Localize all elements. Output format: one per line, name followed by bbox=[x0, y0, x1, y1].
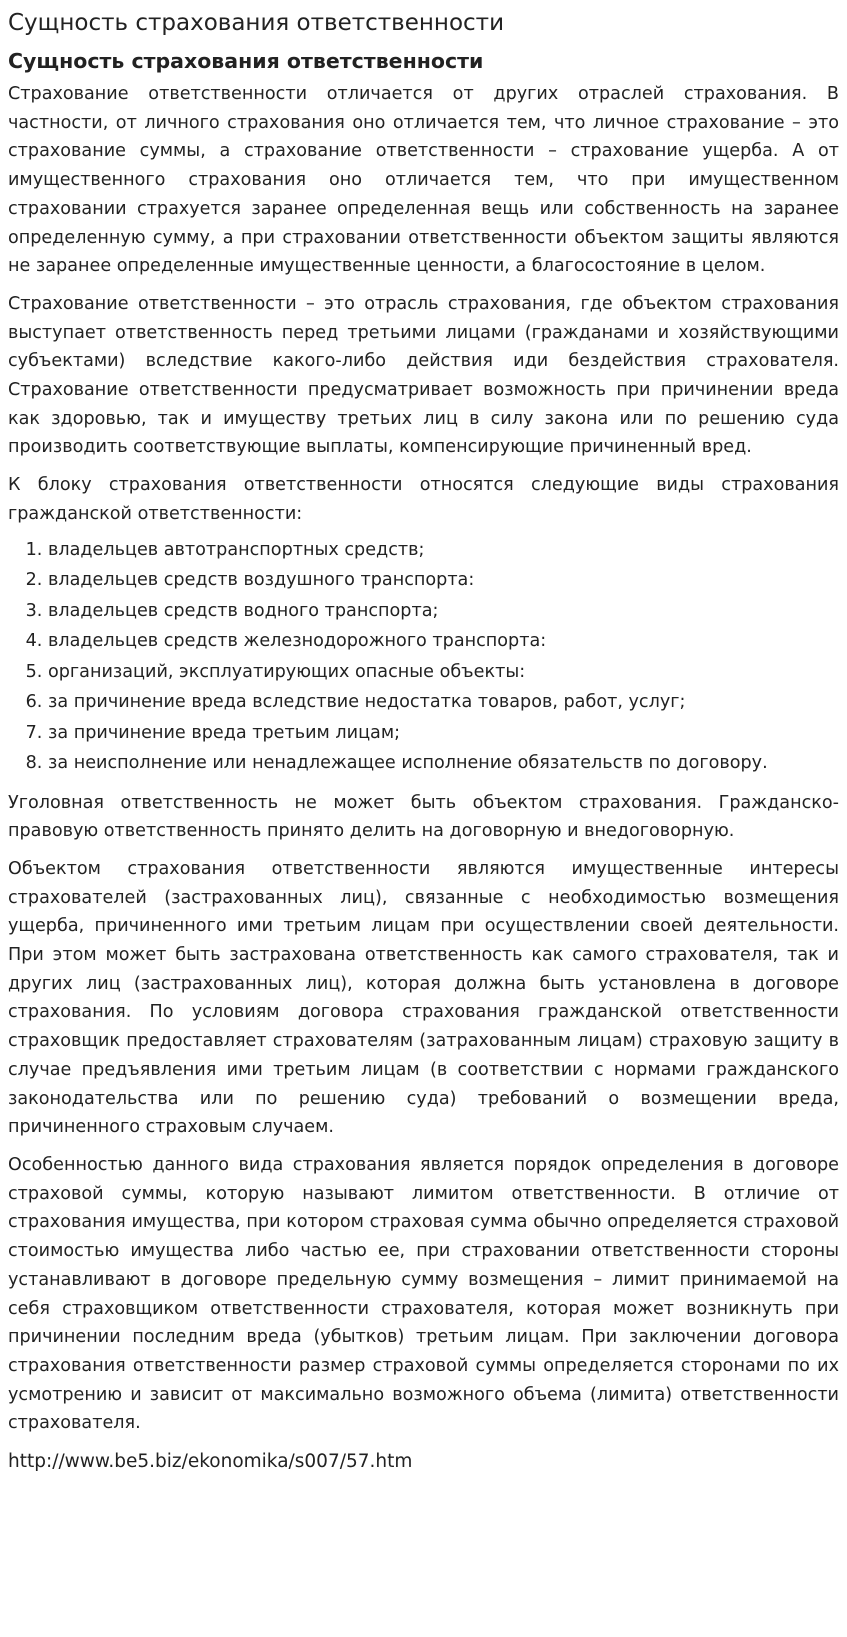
list-item: 8. за неисполнение или ненадлежащее исполнение обязательств по договору. bbox=[48, 748, 839, 779]
paragraph: Страхование ответственности – это отрасль страхования, где объектом страхования выступает ответственность перед третьими лицами (гражданами и хозяйствующими субъектами) вследствие какого-либо действия иди бездействия страхователя. Страхование ответственности предусматривает возможность при причинении вреда как здоровью, так и имуществу третьих лиц в силу закона или по решению суда производить соответствующие выплаты, компенсирующие причиненный вред. bbox=[8, 293, 839, 458]
list-item: 3. владельцев средств водного транспорта; bbox=[48, 596, 839, 627]
insurance-types-list bbox=[8, 535, 839, 779]
list-item: 4. владельцев средств железнодорожного транспорта: bbox=[48, 626, 839, 657]
page-title: Сущность страхования ответственности bbox=[8, 10, 505, 36]
paragraph: Уголовная ответственность не может быть объектом страхования. Гражданско-правовую ответственность принято делить на договорную и внедоговорную. bbox=[8, 792, 839, 842]
list-item: 1. владельцев автотранспортных средств; bbox=[48, 535, 839, 566]
paragraph: Объектом страхования ответственности являются имущественные интересы страхователей (застрахованных лиц), связанные с необходимостью возмещения ущерба, причиненного ими третьим лицам при осуществлении своей деятельности. При этом может быть застрахована ответственность как самого страхователя, так и других лиц (застрахованных лиц), которая должна быть установлена в договоре страхования. По условиям договора страхования гражданской ответственности страховщик предоставляет страхователям (затрахованным лицам) страховую защиту в случае предъявления ими третьим лицам (в соответствии с нормами гражданского законодательства или по решению суда) требований о возмещении вреда, причиненного страховым случаем. bbox=[8, 858, 839, 1138]
list-item: 2. владельцев средств воздушного транспорта: bbox=[48, 565, 839, 596]
list-intro: К блоку страхования ответственности относятся следующие виды страхования гражданской ответственности: bbox=[8, 475, 839, 524]
paragraph: Страхование ответственности отличается от других отраслей страхования. В частности, от личного страхования оно отличается тем, что личное страхование – это страхование суммы, а страхование ответственности – страхование ущерба. А от имущественного страхования оно отличается тем, что при имущественном страховании страхуется заранее определенная вещь или собственность на заранее определенную сумму, а при страховании ответственности объектом защиты являются не заранее определенные имущественные ценности, а благосостояние в целом. bbox=[8, 84, 839, 277]
list-item: 5. организаций, эксплуатирующих опасные объекты: bbox=[48, 657, 839, 688]
list-item: 6. за причинение вреда вследствие недостатка товаров, работ, услуг; bbox=[48, 687, 839, 718]
paragraph: Особенностью данного вида страхования является порядок определения в договоре страховой суммы, которую называют лимитом ответственности. В отличие от страхования имущества, при котором страховая сумма обычно определяется страховой стоимостью имущества либо частью ее, при страховании ответственности стороны устанавливают в договоре предельную сумму возмещения – лимит принимаемой на себя страховщиком ответственности страхователя, которая может возникнуть при причинении последним вреда (убытков) третьим лицам. При заключении договора страхования ответственности размер страховой суммы определяется сторонами по их усмотрению и зависит от максимально возможного объема (лимита) ответственности страхователя. bbox=[8, 1154, 839, 1434]
source-link[interactable]: http://www.be5.biz/ekonomika/s007/57.htm bbox=[8, 1451, 413, 1473]
list-item: 7. за причинение вреда третьим лицам; bbox=[48, 718, 839, 749]
article-heading: Сущность страхования ответственности bbox=[8, 49, 484, 73]
